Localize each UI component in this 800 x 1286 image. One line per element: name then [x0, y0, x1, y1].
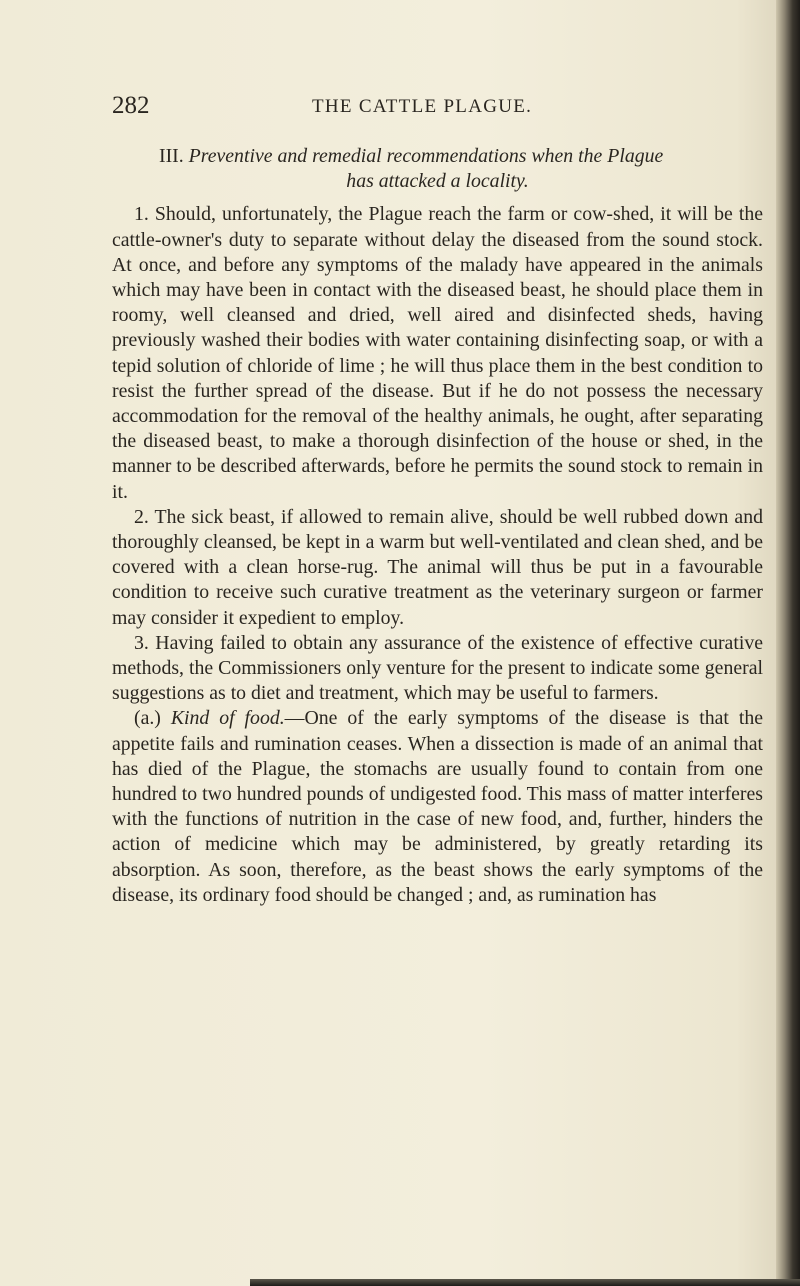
- paragraph-label: (a.): [134, 707, 161, 730]
- page-edge-shadow: [776, 0, 800, 1286]
- page-bottom-shadow: [250, 1279, 800, 1286]
- section-heading: [112, 144, 763, 169]
- section-title-line2: has attacked a locality.: [346, 170, 529, 193]
- paragraph-a: [112, 706, 763, 908]
- section-title-line1: Preventive and remedial recommendations when the Plague: [188, 145, 664, 167]
- page-header: [112, 92, 762, 122]
- page-body: [112, 144, 763, 908]
- paragraph-text: —One of the early symptoms of the disease is that the appetite fails and rumination ceases. When a dissection is made of an animal that has died of the Plague, the stomachs are usually found to contain from one hundred to two hundred pounds of undigested food. This mass of matter interferes with the functions of nutrition in the case of new food, and, further, hinders the action of medicine which may be administered, by greatly retarding its absorption. As soon, therefore, as the beast shows the early symptoms of the disease, its ordinary food should be changed ; and, as rumination has: [112, 707, 763, 906]
- running-head: THE CATTLE PLAGUE.: [312, 96, 533, 117]
- paragraph-3: 3. Having failed to obtain any assurance of the existence of effective curative methods, the Commissioners only venture for the present to indicate some general suggestions as to diet and treatment, which may be useful to farmers.: [112, 631, 763, 705]
- section-numeral: III.: [159, 145, 184, 167]
- paragraph-1: 1. Should, unfortunately, the Plague reach the farm or cow-shed, it will be the cattle-owner's duty to separate without delay the diseased from the sound stock. At once, and before any symptoms of the malady have appeared in the animals which may have been in contact with the diseased beast, he should place them in roomy, well cleansed and dried, well aired and disinfected sheds, having previously washed their bodies with water containing disinfecting soap, or with a tepid solution of chloride of lime ; he will thus place them in the best condition to resist the further spread of the disease. But if he do not possess the necessary accommodation for the removal of the healthy animals, he ought, after separating the diseased beast, to make a thorough disinfection of the house or shed, in the manner to be described afterwards, before he permits the sound stock to remain in it.: [112, 203, 763, 503]
- paragraph-emphasis: Kind of food.: [170, 707, 285, 730]
- paragraph-2: 2. The sick beast, if allowed to remain alive, should be well rubbed down and thoroughly cleansed, be kept in a warm but well-ventilated and clean shed, and be covered with a clean horse-rug. The animal will thus be put in a favourable condition to receive such curative treatment as the veterinary surgeon or farmer may consider it expedient to employ.: [112, 505, 763, 629]
- page-number: 282: [112, 92, 150, 119]
